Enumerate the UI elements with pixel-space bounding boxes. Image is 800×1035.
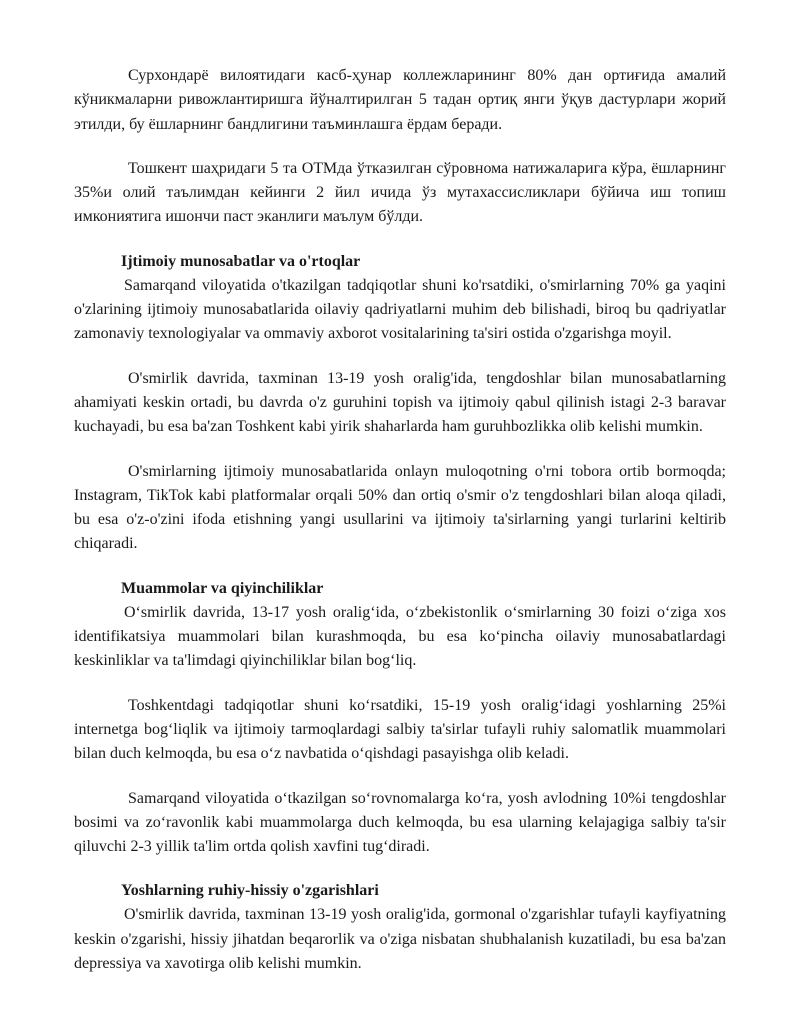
paragraph: Toshkentdagi tadqiqotlar shuni ko‘rsatdiki, 15-19 yosh oralig‘idagi yoshlarning 25%i internetga bog‘liqlik va ijtimoiy tarmoqlardagi salbiy ta'sirlar tufayli ruhiy salomatlik muammolari bilan duch kelmoqda, bu esa o‘z navbatida o‘qishdagi pasayishga olib keladi. (74, 696, 726, 763)
paragraph: Сурхондарё вилоятидаги касб-ҳунар коллежларининг 80% дан ортиғида амалий кўникмаларни ривожлантиришга йўналтирилган 5 тадан ортиқ янги ўқув дастурлари жорий этилди, бу ёшларнинг бандлигини таъминлашга ёрдам беради. (74, 67, 726, 133)
section-heading: Muammolar va qiyinchiliklar (121, 579, 324, 597)
paragraph: Тошкент шаҳридаги 5 та ОТМда ўтказилган сўровнома натижаларига кўра, ёшларнинг 35%и олий таълимдан кейинги 2 йил ичида ўз мутахассисликлари бўйича иш топиш имкониятига ишончи паст эканлиги маълум бўлди. (74, 159, 726, 226)
paragraph: O'smirlarning ijtimoiy munosabatlarida onlayn muloqotning o'rni tobora ortib bormoqda; Instagram, TikTok kabi platformalar orqali 50% dan ortiq o'smir o'z tengdoshlari bilan aloqa qiladi, bu esa o'z-o'zini ifoda etishning yangi usullarini va ijtimoiy ta'sirlarning yangi turlarini keltirib chiqaradi. (74, 462, 726, 553)
section-heading: Yoshlarning ruhiy-hissiy o'zgarishlari (121, 882, 379, 900)
paragraph: O‘smirlik davrida, 13-17 yosh oralig‘ida, o‘zbekistonlik o‘smirlarning 30 foizi o‘ziga xos identifikatsiya muammolari bilan kurashmoqda, bu esa ko‘pincha oilaviy munosabatlardagi keskinliklar va ta'limdagi qiyinchiliklar bilan bog‘liq. (74, 603, 726, 670)
paragraph: O'smirlik davrida, taxminan 13-19 yosh oralig'ida, gormonal o'zgarishlar tufayli kayfiyatning keskin o'zgarishi, hissiy jihatdan beqarorlik va o'ziga nisbatan shubhalanish kuzatiladi, bu esa ba'zan depressiya va xavotirga olib kelishi mumkin. (74, 906, 726, 973)
paragraph: Samarqand viloyatida o‘tkazilgan so‘rovnomalarga ko‘ra, yosh avlodning 10%i tengdoshlar bosimi va zo‘ravonlik kabi muammolarga duch kelmoqda, bu esa ularning kelajagiga salbiy ta'sir qiluvchi 2-3 yillik ta'lim ortda qolish xavfini tug‘diradi. (74, 789, 726, 856)
paragraph: Samarqand viloyatida o'tkazilgan tadqiqotlar shuni ko'rsatdiki, o'smirlarning 70% ga yaqini o'zlarining ijtimoiy munosabatlarida oilaviy qadriyatlarni muhim deb bilishadi, biroq bu qadriyatlar zamonaviy texnologiyalar va ommaviy axborot vositalarining ta'siri ostida o'zgarishga moyil. (74, 276, 726, 343)
section-heading: Ijtimoiy munosabatlar va o'rtoqlar (121, 252, 361, 270)
paragraph: O'smirlik davrida, taxminan 13-19 yosh oralig'ida, tengdoshlar bilan munosabatlarning ahamiyati keskin ortadi, bu davrda o'z guruhini topish va ijtimoiy qabul qilinish istagi 2-3 baravar kuchayadi, bu esa ba'zan Toshkent kabi yirik shaharlarda ham guruhbozlikka olib kelishi mumkin. (74, 369, 726, 436)
